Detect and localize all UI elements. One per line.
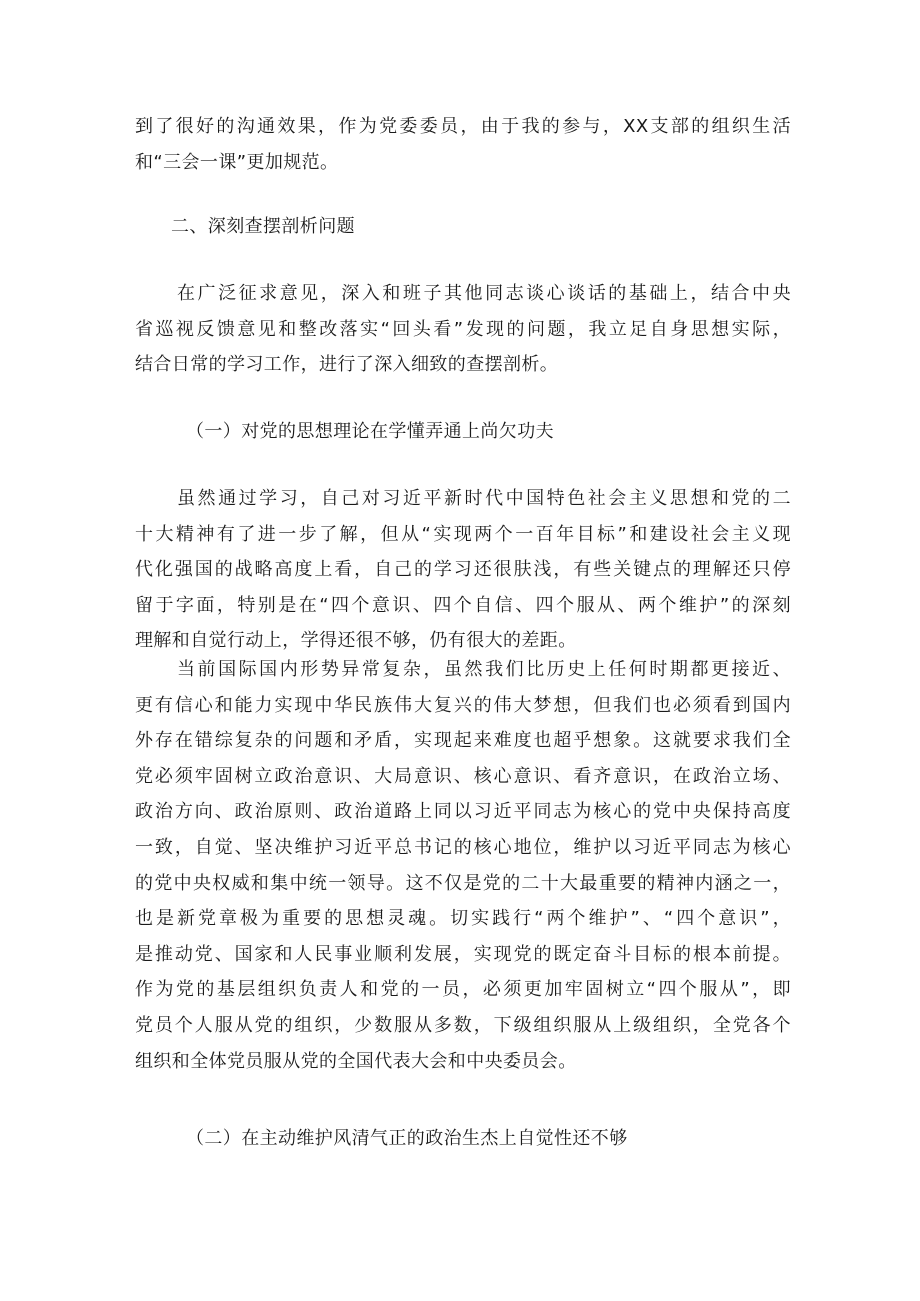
text-line: 政治方向、政治原则、政治道路上同以习近平同志为核心的党中央保持高度 [135,801,791,823]
section-heading-two: 二、深刻查摆剖析问题 [171,216,355,237]
text-line: 代化强国的战略高度上看，自己的学习还很肤浅，有些关键点的理解还只停 [135,559,791,581]
paragraph-theory-study [135,481,791,659]
text-line: 一致，自觉、坚决维护习近平总书记的核心地位，维护以习近平同志为核心 [135,836,791,858]
text-line: 结合日常的学习工作，进行了深入细致的查摆剖析。 [135,354,559,376]
text-line: 虽然通过学习，自己对习近平新时代中国特色社会主义思想和党的二 [177,488,791,509]
text-line: 和“三会一课”更加规范。 [135,151,339,173]
text-line: 当前国际国内形势异常复杂，虽然我们比历史上任何时期都更接近、 [177,659,791,680]
text-line: 十大精神有了进一步了解，但从“实现两个一百年目标”和建设社会主义现 [135,523,791,545]
text-line: 党必须牢固树立政治意识、大局意识、核心意识、看齐意识，在政治立场、 [135,765,791,787]
subsection-heading-one: （一）对党的思想理论在学懂弄通上尚欠功夫 [186,421,554,442]
text-line: 作为党的基层组织负责人和党的一员，必须更加牢固树立“四个服从”，即 [135,979,791,1001]
text-line: 是推动党、国家和人民事业顺利发展，实现党的既定奋斗目标的根本前提。 [135,943,791,965]
text-line: 的党中央权威和集中统一领导。这不仅是党的二十大最重要的精神内涵之一， [135,872,791,894]
text-line: 省巡视反馈意见和整改落实“回头看”发现的问题，我立足自身思想实际， [135,318,791,340]
paragraph-communication-effect [135,109,791,180]
text-line: 理解和自觉行动上，学得还很不够，仍有很大的差距。 [135,630,577,652]
text-line: 党员个人服从党的组织，少数服从多数，下级组织服从上级组织，全党各个 [135,1014,791,1036]
text-line: 更有信心和能力实现中华民族伟大复兴的伟大梦想，但我们也必须看到国内 [135,694,791,716]
text-line: 到了很好的沟通效果，作为党委委员，由于我的参与，XX支部的组织生活 [135,116,791,137]
paragraph-current-situation [135,652,791,1079]
text-line: 组织和全体党员服从党的全国代表大会和中央委员会。 [135,1050,577,1072]
paragraph-self-examination [135,276,791,383]
subsection-heading-two: （二）在主动维护风清气正的政治生杰上自觉性还不够 [186,1128,628,1149]
text-line: 留于字面，特别是在“四个意识、四个自信、四个服从、两个维护”的深刻 [135,594,791,616]
text-line: 外存在错综复杂的问题和矛盾，实现起来难度也超乎想象。这就要求我们全 [135,730,791,752]
text-line: 在广泛征求意见，深入和班子其他同志谈心谈话的基础上，结合中央 [177,283,791,304]
text-line: 也是新党章极为重要的思想灵魂。切实践行“两个维护”、“四个意识”， [135,908,791,930]
